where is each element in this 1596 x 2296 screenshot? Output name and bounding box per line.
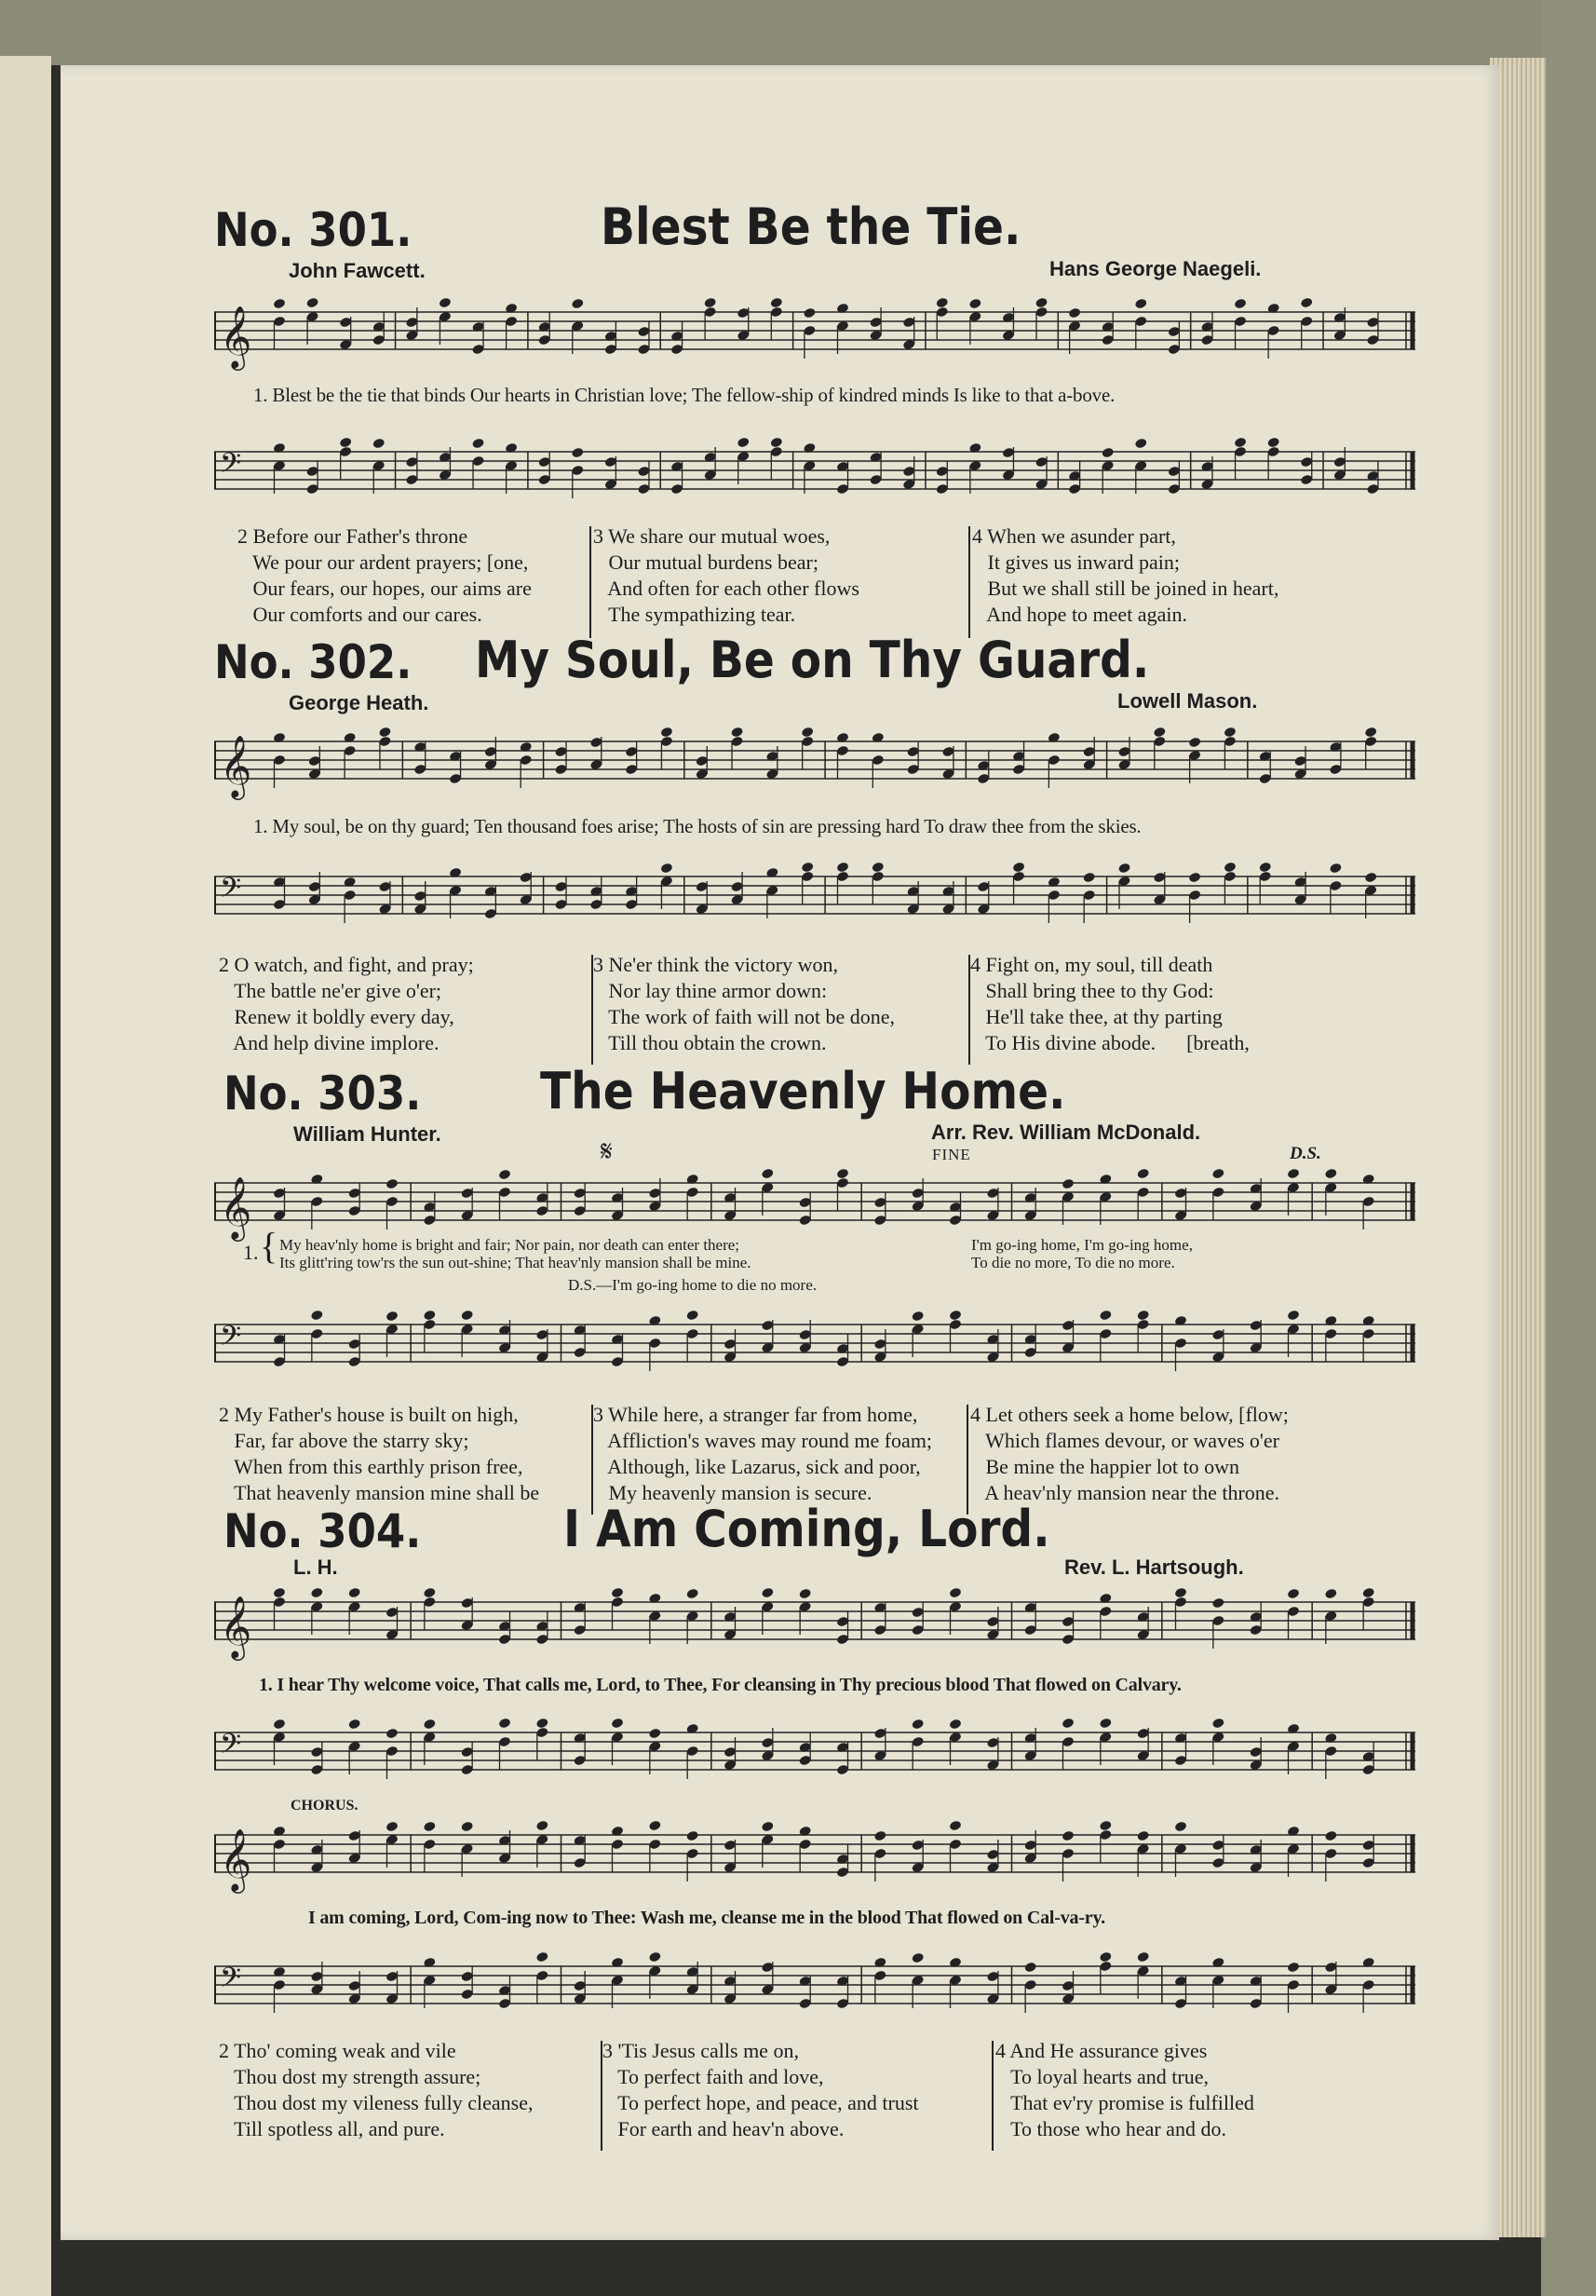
- hymn-304-composer: Rev. L. Hartsough.: [1064, 1556, 1244, 1579]
- hymn-304-bass-staff: [214, 1714, 1425, 1798]
- note-head: [1153, 727, 1166, 739]
- note-head: [648, 1951, 661, 1963]
- note-head: [685, 1588, 698, 1600]
- hymn-303-author: William Hunter.: [293, 1122, 441, 1146]
- note-head: [949, 1719, 962, 1731]
- note-head: [685, 1830, 698, 1842]
- hymn-303-lyric-line-b: Its glitt'ring tow'rs the sun out-shine; That heav'nly mansion shall be mine.: [279, 1254, 751, 1271]
- bass-clef-icon: 𝄢: [220, 1729, 242, 1767]
- note-head: [872, 862, 885, 874]
- hymn-302-lyric: 1. My soul, be on thy guard; Ten thousand foes arise; The hosts of sin are pressing hard To draw thee from the skies.: [253, 815, 1142, 837]
- note-head: [1062, 1718, 1075, 1730]
- note-head: [949, 1310, 962, 1322]
- hymn-301-lyric: 1. Blest be the tie that binds Our hearts in Christian love; The fellow-ship of kindred minds Is like to that a-bove.: [253, 384, 1116, 406]
- hymn-301-number: No. 301.: [214, 203, 413, 257]
- note-head: [571, 298, 584, 310]
- note-head: [1136, 1830, 1149, 1842]
- hymn-303-verse-2: 2 My Father's house is built on high, Far, far above the starry sky; When from this earthly prison free, That heavenly mansion mine shall be: [219, 1403, 540, 1504]
- hymn-301-verse-3: 3 We share our mutual woes, Our mutual burdens bear; And often for each other flows The sympathizing tear.: [593, 524, 859, 626]
- hymn-301-author: John Fawcett.: [289, 259, 426, 282]
- note-head: [1012, 862, 1025, 874]
- hymn-304-chorus-treble-staff: [214, 1816, 1425, 1900]
- hymn-303-verse-number: 1.: [243, 1241, 259, 1264]
- note-head: [1174, 1587, 1187, 1599]
- note-head: [660, 727, 673, 739]
- bass-clef-icon: 𝄢: [220, 1963, 242, 2001]
- note-head: [535, 1951, 548, 1963]
- verse-divider: [992, 2041, 994, 2151]
- verse-divider: [968, 526, 970, 638]
- hymn-304-chorus-lyric: I am coming, Lord, Com-ing now to Thee: Wash me, cleanse me in the blood That flowed on Cal-va-ry.: [308, 1908, 1105, 1928]
- hymn-302-verse-2: 2 O watch, and fight, and pray; The battle ne'er give o'er; Renew it boldly every day, And help divine implore.: [219, 953, 474, 1054]
- note-head: [1234, 298, 1247, 310]
- note-head: [498, 1718, 511, 1730]
- hymn-302-verse-3: 3 Ne'er think the victory won, Nor lay thine armor down: The work of faith will not be done, Till thou obtain the crown.: [593, 953, 896, 1054]
- note-head: [1364, 727, 1377, 739]
- hymn-302-treble-staff: [214, 722, 1425, 810]
- note-head: [347, 1719, 360, 1731]
- note-head: [1174, 1821, 1187, 1833]
- hymn-301-verse-2: 2 Before our Father's throne We pour our ardent prayers; [one, Our fears, our hopes, our aims are Our comforts and our cares.: [237, 524, 532, 626]
- note-head: [1134, 438, 1147, 450]
- note-head: [911, 1311, 924, 1323]
- note-head: [803, 307, 816, 319]
- note-head: [968, 298, 981, 310]
- note-head: [273, 298, 286, 310]
- note-head: [611, 1587, 624, 1599]
- note-head: [801, 862, 814, 874]
- note-head: [273, 1719, 286, 1731]
- note-head: [1099, 1718, 1112, 1730]
- hymn-302-verse-4: 4 Fight on, my soul, till death Shall bring thee to thy God: He'll take thee, at thy parting To His divine abode. [breath,: [970, 953, 1250, 1054]
- hymn-304-number: No. 304.: [223, 1504, 422, 1558]
- note-head: [1099, 1820, 1112, 1832]
- treble-clef-icon: 𝄞: [220, 305, 252, 368]
- note-head: [1136, 1168, 1149, 1180]
- hymn-303-bass-staff: [214, 1304, 1425, 1397]
- note-head: [1068, 307, 1081, 319]
- hymn-301-title: Blest Be the Tie.: [601, 197, 1021, 256]
- note-head: [1099, 1951, 1112, 1963]
- note-head: [730, 727, 743, 739]
- note-head: [385, 1821, 399, 1833]
- note-head: [571, 447, 584, 459]
- note-head: [310, 1587, 323, 1599]
- note-head: [836, 1168, 849, 1180]
- treble-clef-icon: 𝄞: [220, 1595, 252, 1658]
- note-head: [1211, 1718, 1224, 1730]
- note-head: [798, 1588, 811, 1600]
- hymn-304-verse-4: 4 And He assurance gives To loyal hearts and true, That ev'ry promise is fulfilled To those who hear and do.: [995, 2039, 1254, 2140]
- note-head: [1234, 437, 1247, 449]
- note-head: [1102, 447, 1115, 459]
- note-head: [423, 1821, 436, 1833]
- note-head: [1136, 1310, 1149, 1322]
- note-head: [1300, 297, 1313, 309]
- hymn-303-title: The Heavenly Home.: [540, 1062, 1066, 1121]
- note-head: [385, 1311, 399, 1323]
- verse-divider: [967, 1405, 968, 1515]
- note-head: [385, 1178, 399, 1190]
- note-head: [737, 437, 750, 449]
- note-head: [1364, 872, 1377, 884]
- hymn-301-composer: Hans George Naegeli.: [1049, 257, 1262, 280]
- hymn-304-chorus-bass-staff: [214, 1947, 1425, 2035]
- hymn-304-title: I Am Coming, Lord.: [563, 1500, 1050, 1558]
- note-head: [1224, 727, 1237, 739]
- note-head: [1062, 1830, 1075, 1842]
- note-head: [761, 1587, 774, 1599]
- note-head: [535, 1718, 548, 1730]
- hymn-303-ds: D.S.: [1290, 1144, 1321, 1163]
- note-head: [770, 297, 783, 309]
- note-head: [1211, 1597, 1224, 1610]
- note-head: [1259, 862, 1272, 874]
- hymn-302-composer: Lowell Mason.: [1117, 689, 1258, 713]
- note-head: [648, 1728, 661, 1740]
- note-head: [378, 727, 391, 739]
- note-head: [911, 1952, 924, 1964]
- note-head: [1287, 1310, 1300, 1322]
- note-head: [1035, 297, 1048, 309]
- note-head: [1211, 1168, 1224, 1180]
- note-head: [936, 297, 949, 309]
- note-head: [1188, 872, 1201, 884]
- note-head: [1329, 863, 1342, 875]
- note-head: [949, 1820, 962, 1832]
- note-head: [305, 297, 318, 309]
- note-head: [949, 1587, 962, 1599]
- bass-clef-icon: 𝄢: [220, 1321, 242, 1359]
- note-head: [1136, 1951, 1149, 1963]
- note-head: [648, 1820, 661, 1832]
- cover-right: [1541, 0, 1596, 2296]
- hymn-304-author: L. H.: [293, 1556, 338, 1579]
- brace-icon: {: [260, 1225, 278, 1267]
- note-head: [1324, 1588, 1337, 1600]
- note-head: [911, 1719, 924, 1731]
- note-head: [761, 1168, 774, 1180]
- hymn-302-author: George Heath.: [289, 691, 429, 714]
- note-head: [1324, 1830, 1337, 1842]
- note-head: [873, 1830, 886, 1842]
- note-head: [1324, 1168, 1337, 1180]
- hymn-303-number: No. 303.: [223, 1066, 422, 1121]
- note-head: [611, 1718, 624, 1730]
- hymn-304-lyric: 1. I hear Thy welcome voice, That calls me, Lord, to Thee, For cleansing in Thy precious blood That flowed on Calvary.: [259, 1675, 1182, 1695]
- note-head: [1224, 862, 1237, 874]
- note-head: [685, 1310, 698, 1322]
- note-head: [1287, 1588, 1300, 1600]
- note-head: [801, 727, 814, 739]
- hymn-303-composer: Arr. Rev. William McDonald.: [931, 1121, 1201, 1144]
- hymn-303-ds-lyric: D.S.—I'm go-ing home to die no more.: [568, 1276, 818, 1294]
- note-head: [498, 1169, 511, 1181]
- note-head: [1266, 437, 1279, 449]
- note-head: [1062, 1178, 1075, 1190]
- note-head: [372, 438, 385, 450]
- hymn-303-verse-4: 4 Let others seek a home below, [flow; Which flames devour, or waves o'er Be mine the happier lot to own A heav'nly mansion near the throne.: [970, 1403, 1289, 1504]
- cover-left-edge: [0, 56, 51, 2296]
- note-head: [1134, 298, 1147, 310]
- hymn-301-treble-staff: [214, 293, 1425, 377]
- hymn-302-number: No. 302.: [214, 635, 413, 689]
- note-head: [1117, 863, 1130, 875]
- note-head: [423, 1310, 436, 1322]
- note-head: [339, 437, 352, 449]
- hymn-304-verse-3: 3 'Tis Jesus calls me on, To perfect faith and love, To perfect hope, and peace, and trust For earth and heav'n above.: [602, 2039, 919, 2140]
- note-head: [660, 863, 673, 875]
- hymn-303-verse-3: 3 While here, a stranger far from home, Affliction's waves may round me foam; Although, like Lazarus, sick and poor, My heavenly mansion is secure.: [593, 1403, 933, 1504]
- note-head: [703, 297, 716, 309]
- note-head: [1287, 1168, 1300, 1180]
- hymn-301-verse-4: 4 When we asunder part, It gives us inward pain; But we shall still be joined in heart, And hope to meet again.: [972, 524, 1279, 626]
- note-head: [1287, 1962, 1300, 1974]
- note-head: [1083, 872, 1096, 884]
- note-head: [273, 1587, 286, 1599]
- note-head: [423, 1719, 436, 1731]
- hymn-302-bass-staff: [214, 857, 1425, 945]
- note-head: [1361, 1587, 1374, 1599]
- treble-clef-icon: 𝄞: [220, 1827, 252, 1891]
- hymn-303-refrain-line-a: I'm go-ing home, I'm go-ing home,: [971, 1236, 1193, 1254]
- note-head: [347, 1587, 360, 1599]
- hymn-304-verse-2: 2 Tho' coming weak and vile Thou dost my strength assure; Thou dost my vileness fully cleanse, Till spotless all, and pure.: [219, 2039, 534, 2140]
- note-head: [471, 438, 484, 450]
- hymn-302-title: My Soul, Be on Thy Guard.: [475, 631, 1150, 689]
- hymn-303-lyric-line-a: My heav'nly home is bright and fair; Nor pain, nor death can enter there;: [279, 1236, 740, 1254]
- hymn-304-treble-staff: [214, 1583, 1425, 1667]
- note-head: [423, 1587, 436, 1599]
- note-head: [761, 1821, 774, 1833]
- note-head: [460, 1821, 473, 1833]
- hymn-303-refrain-line-b: To die no more, To die no more.: [971, 1254, 1175, 1271]
- note-head: [535, 1820, 548, 1832]
- note-head: [439, 297, 452, 309]
- note-head: [1099, 1310, 1112, 1322]
- note-head: [770, 437, 783, 449]
- note-head: [1188, 737, 1201, 749]
- note-head: [385, 1728, 399, 1740]
- hymn-301-bass-staff: [214, 433, 1425, 517]
- hymnal-page: [61, 65, 1499, 2240]
- segno-icon: 𝄋: [601, 1136, 613, 1167]
- bass-clef-icon: 𝄢: [220, 873, 242, 911]
- cover-top: [0, 0, 1596, 65]
- note-head: [460, 1310, 473, 1322]
- note-head: [1023, 1962, 1036, 1974]
- bass-clef-icon: 𝄢: [220, 448, 242, 486]
- treble-clef-icon: 𝄞: [220, 734, 252, 797]
- note-head: [310, 1310, 323, 1322]
- hymn-303-fine: FINE: [932, 1146, 971, 1163]
- note-head: [836, 862, 849, 874]
- hymn-304-chorus-label: CHORUS.: [291, 1798, 358, 1814]
- treble-clef-icon: 𝄞: [220, 1175, 252, 1239]
- verse-divider: [589, 526, 591, 638]
